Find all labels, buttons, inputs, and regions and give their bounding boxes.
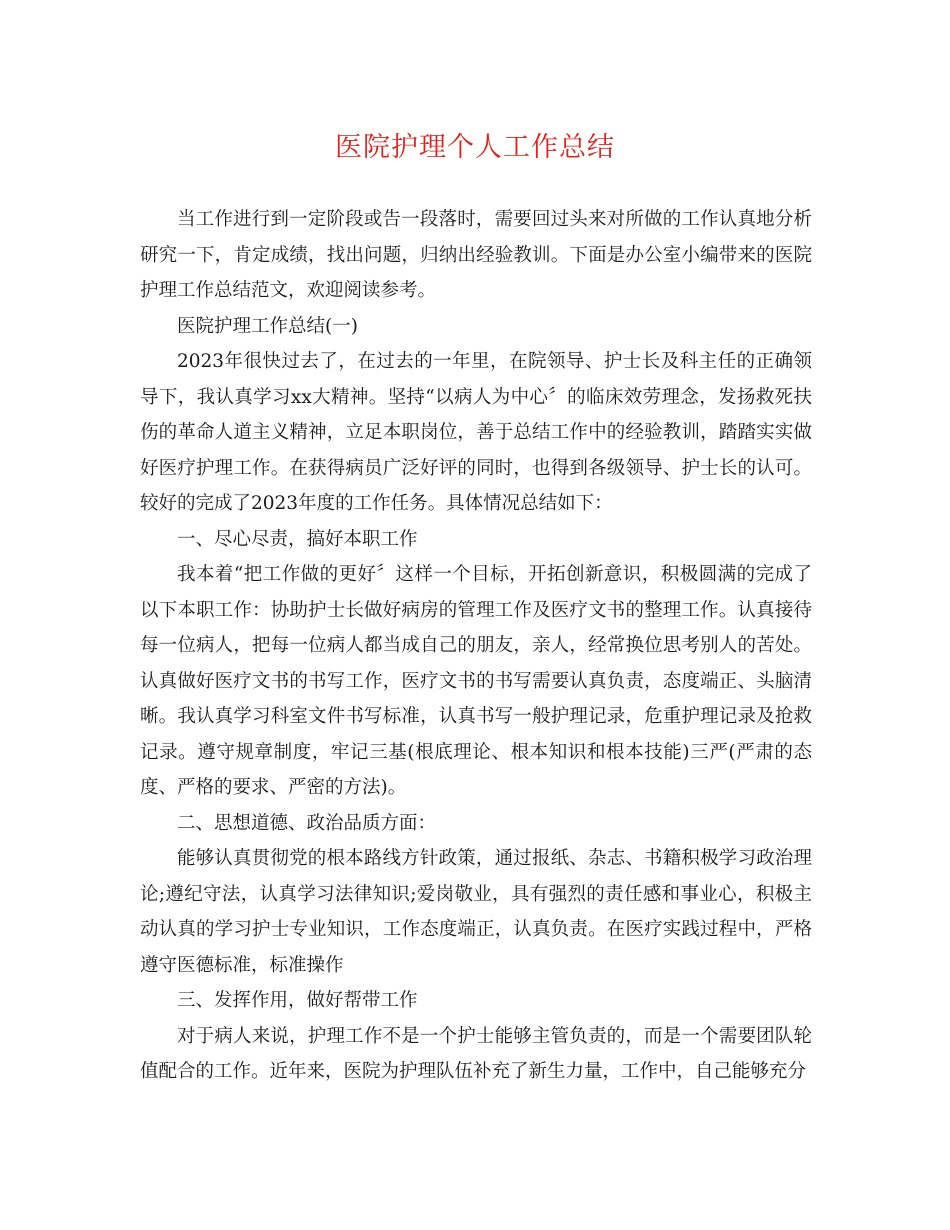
body-paragraph: 能够认真贯彻党的根本路线方针政策，通过报纸、杂志、书籍积极学习政治理论;遵纪守法，认真学习法律知识;爱岗敬业，具有强烈的责任感和事业心，积极主动认真的学习护士专业知识，工作态度端正，认真负责。在医疗实践过程中，严格遵守医德标准，标准操作 bbox=[140, 848, 812, 976]
document-body bbox=[140, 202, 812, 1090]
intro-paragraph: 当工作进行到一定阶段或告一段落时，需要回过头来对所做的工作认真地分析研究一下，肯定成绩，找出问题，归纳出经验教训。下面是办公室小编带来的医院护理工作总结范文，欢迎阅读参考。 bbox=[140, 209, 812, 301]
section-heading-mentoring: 三、发挥作用，做好帮带工作 bbox=[177, 990, 418, 1011]
body-paragraph: 我本着“把工作做的更好〞这样一个目标，开拓创新意识，积极圆满的完成了以下本职工作：协助护士长做好病房的管理工作及医疗文书的整理工作。认真接待每一位病人，把每一位病人都当成自己的朋友，亲人，经常换位思考别人的苦处。认真做好医疗文书的书写工作，医疗文书的书写需要认真负责，态度端正、头脑清晰。我认真学习科室文件书写标准，认真书写一般护理记录，危重护理记录及抢救记录。遵守规章制度，牢记三基(根底理论、根本知识和根本技能)三严(严肃的态度、严格的要求、严密的方法)。 bbox=[140, 564, 812, 798]
body-paragraph: 对于病人来说，护理工作不是一个护士能够主管负责的，而是一个需要团队轮值配合的工作。近年来，医院为护理队伍补充了新生力量，工作中，自己能够充分 bbox=[140, 1025, 812, 1082]
section-heading-duty: 一、尽心尽责，搞好本职工作 bbox=[177, 528, 418, 550]
section-heading-ethics: 二、思想道德、政治品质方面： bbox=[177, 812, 437, 834]
document-title: 医院护理个人工作总结 bbox=[335, 132, 615, 163]
body-paragraph: 2023年很快过去了，在过去的一年里，在院领导、护士长及科主任的正确领导下，我认真学习xx大精神。坚持“以病人为中心〞的临床效劳理念，发扬救死扶伤的革命人道主义精神，立足本职岗位，善于总结工作中的经验教训，踏踏实实做好医疗护理工作。在获得病员广泛好评的同时，也得到各级领导、护士长的认可。较好的完成了2023年度的工作任务。具体情况总结如下： bbox=[140, 351, 812, 514]
section-heading-summary-1: 医院护理工作总结(一) bbox=[177, 315, 358, 337]
